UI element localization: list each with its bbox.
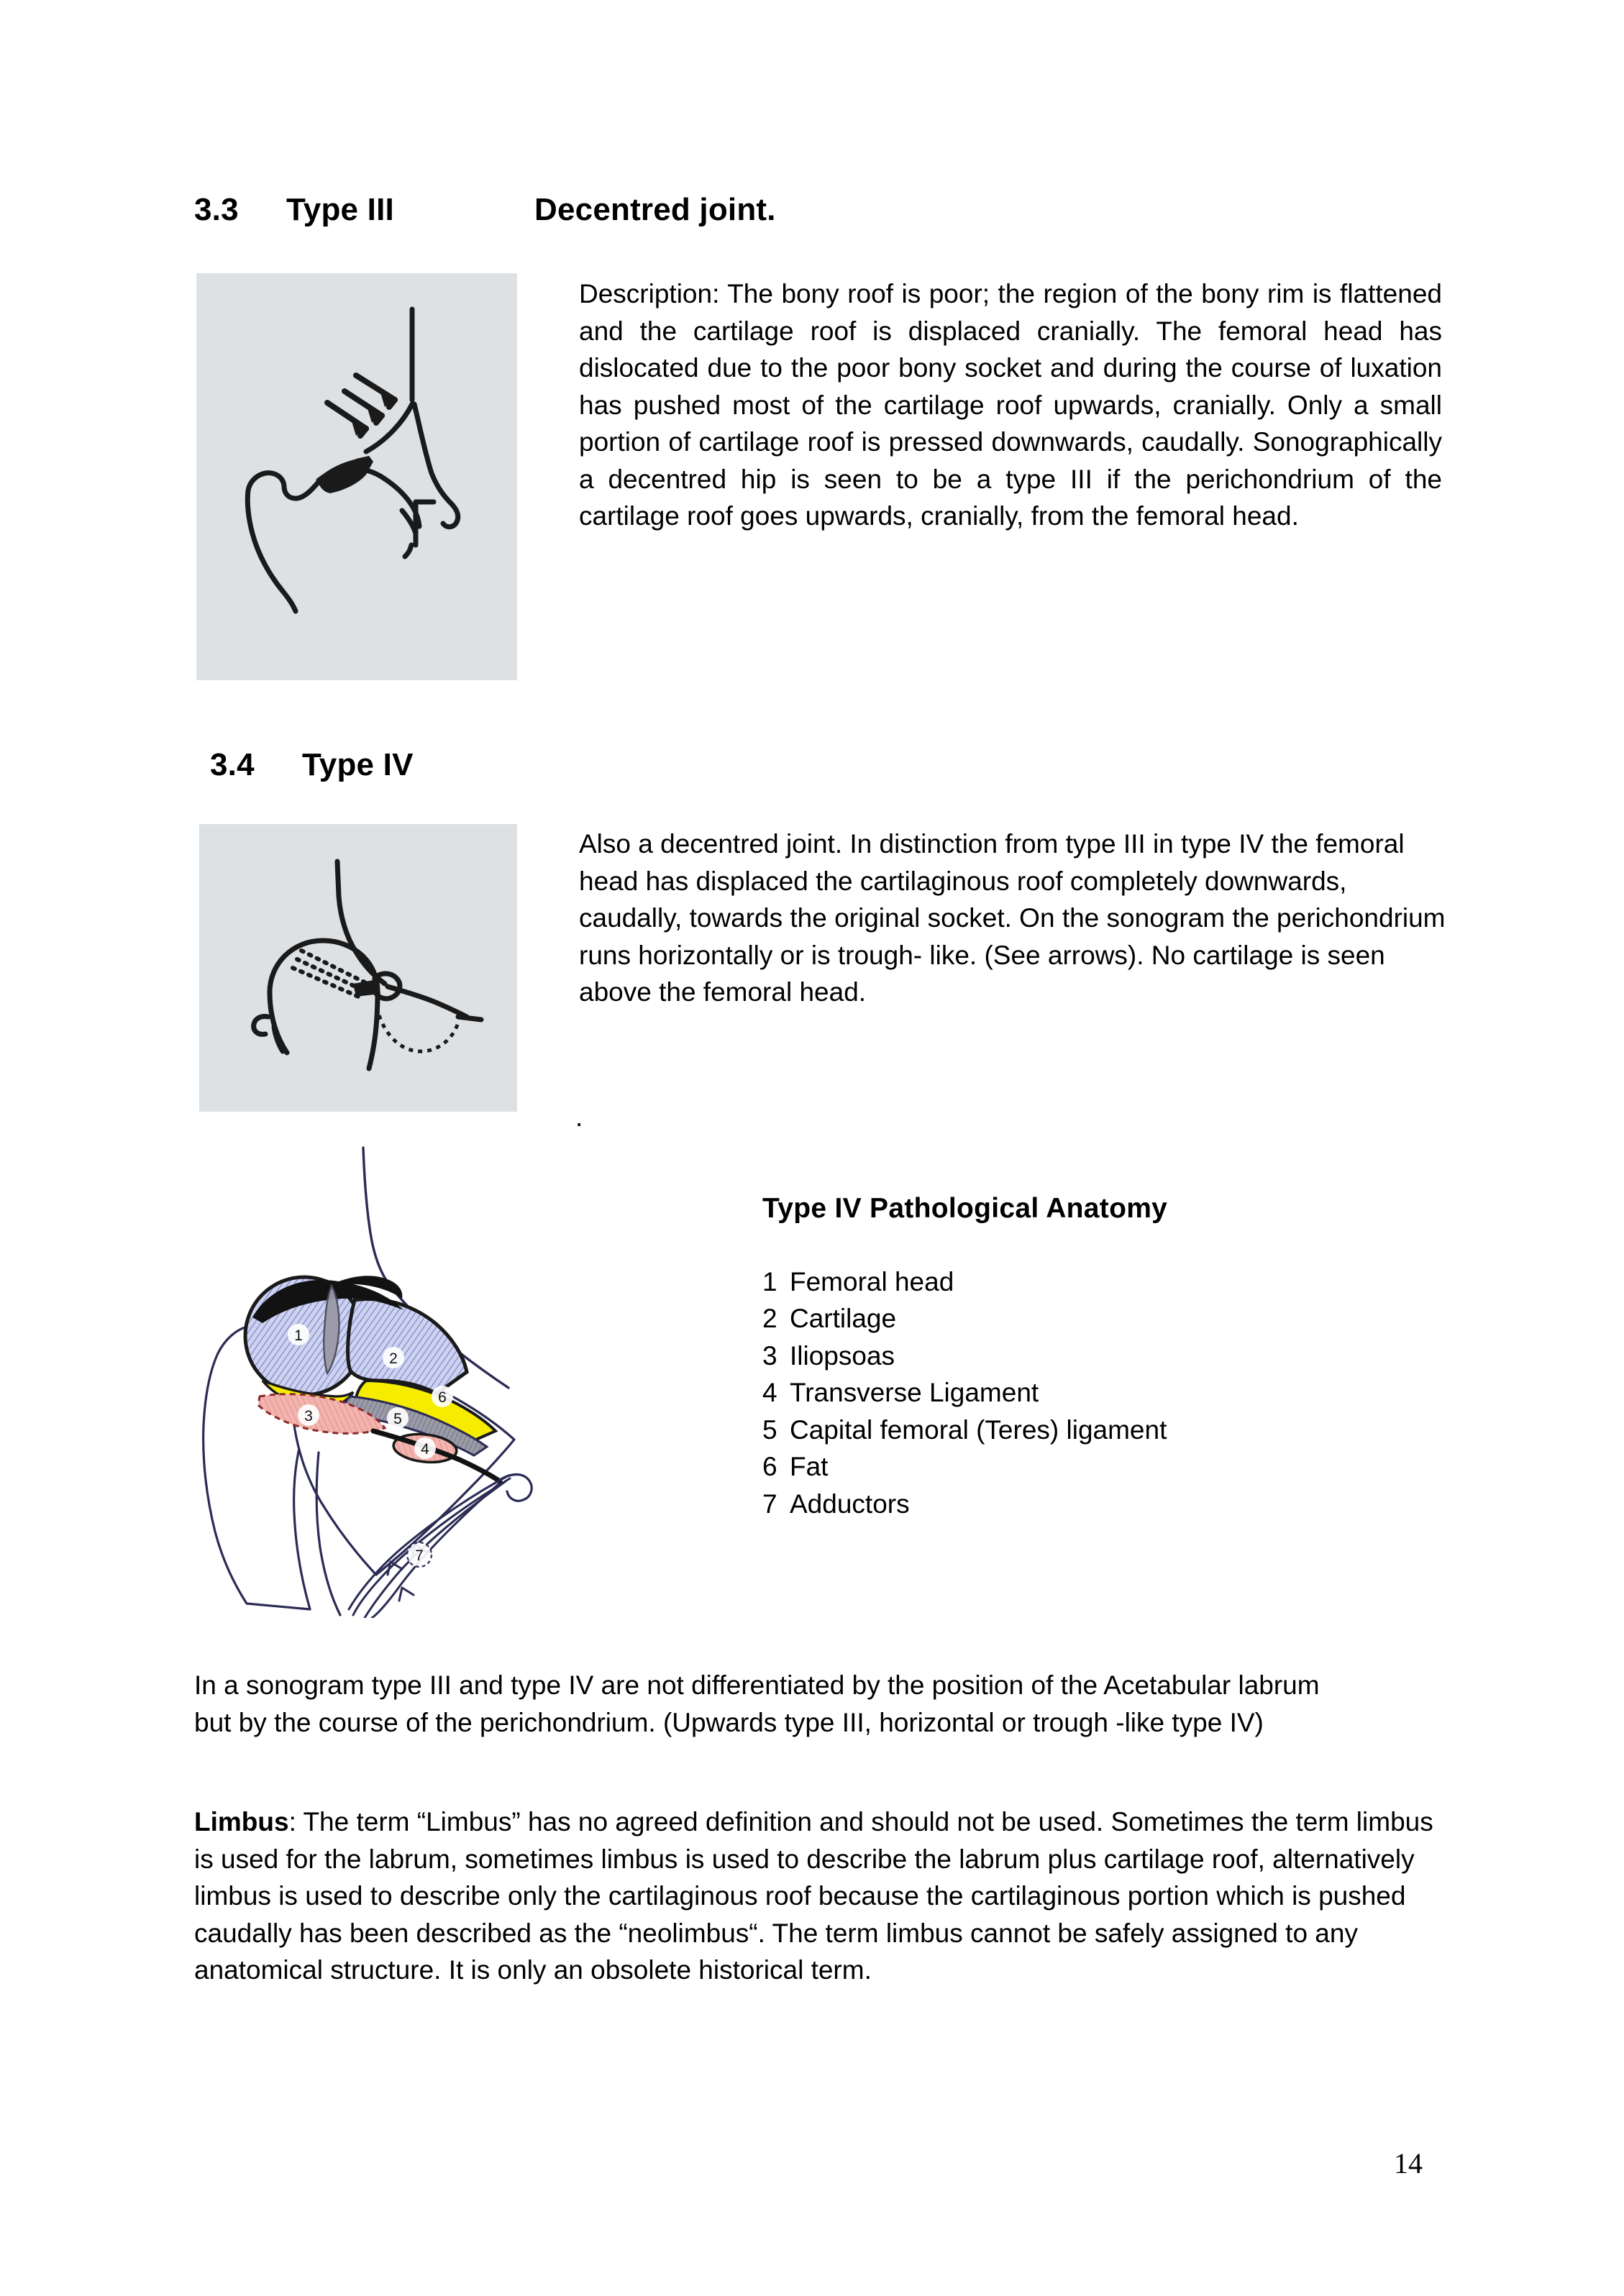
paragraph-limbus: [194, 1803, 1438, 1989]
legend-item-label: Transverse Ligament: [790, 1378, 1039, 1408]
legend-item-number: 6: [762, 1452, 777, 1482]
type-iii-diagram-svg: [196, 273, 517, 680]
limbus-body-text: : The term “Limbus” has no agreed definition and should not be used. Sometimes the term limbus is used for the labrum, sometimes limbus is used to describe the labrum plus cartilage roof, alternatively limbus is used to describe only the cartilaginous roof because the cartilaginous portion which is pushed caudally has been described as the “neolimbus“. The term limbus cannot be safely assigned to any anatomical structure. It is only an obsolete historical term.: [194, 1807, 1433, 1985]
svg-text:3: 3: [304, 1408, 313, 1424]
labrum-wedge: [317, 459, 366, 493]
paragraph-type-iv: Also a decentred joint. In distinction from type III in type IV the femoral head has displaced the cartilaginous roof completely downwards, caudally, towards the original socket. On the sonogram the perichondrium runs horizontally or is trough- like. (See arrows). No cartilage is seen above the femoral head.: [579, 829, 1446, 1007]
svg-text:7: 7: [415, 1547, 424, 1564]
type-iv-diagram-svg: [199, 824, 517, 1112]
figure-type-iv-hip-line-drawing: [199, 824, 517, 1112]
legend-item-label: Adductors: [790, 1488, 910, 1519]
stray-period-mark: .: [575, 1102, 583, 1132]
figure-type-iv-pathological-anatomy: [183, 1143, 644, 1618]
paragraph-sonogram-differentiation: In a sonogram type III and type IV are not differentiated by the position of the Acetabular labrum but by the course of the perichondrium. (Upwards type III, horizontal or trough -like type IV): [194, 1670, 1320, 1737]
legend-item: [762, 1412, 1410, 1449]
page-number: 14: [1394, 2147, 1423, 2180]
legend-item-label: Capital femoral (Teres) ligament: [790, 1414, 1167, 1445]
legend-item-label: Cartilage: [790, 1304, 897, 1334]
section-title: Type IV: [302, 747, 414, 782]
section-number: 3.3: [194, 192, 239, 227]
legend-title: Type IV Pathological Anatomy: [762, 1193, 1168, 1224]
svg-text:2: 2: [389, 1350, 398, 1367]
limbus-lead-term: Limbus: [194, 1807, 289, 1837]
legend-item-number: 3: [762, 1340, 777, 1371]
legend-item-label: Fat: [790, 1452, 829, 1482]
legend-item: [762, 1448, 1410, 1486]
heading-section-3-3: [194, 193, 776, 227]
section-number: 3.4: [210, 747, 255, 782]
figure-type-iii-hip-line-drawing: [196, 273, 517, 680]
svg-text:6: 6: [438, 1389, 447, 1406]
legend-item: [762, 1374, 1410, 1412]
legend-item-number: 2: [762, 1304, 777, 1334]
section-title: Type III: [286, 192, 394, 227]
legend-item: [762, 1337, 1410, 1375]
svg-text:1: 1: [294, 1327, 303, 1344]
caudal-pouch: [379, 1015, 458, 1051]
legend-item-number: 1: [762, 1266, 777, 1296]
section-subtitle: Decentred joint.: [534, 192, 776, 227]
svg-text:4: 4: [421, 1441, 429, 1458]
legend-item: [762, 1486, 1410, 1523]
anatomy-legend: [762, 1192, 1410, 1522]
anatomy-diagram-svg: [183, 1143, 644, 1618]
legend-item: [762, 1300, 1410, 1337]
legend-item-number: 5: [762, 1414, 777, 1445]
legend-item-number: 7: [762, 1488, 777, 1519]
legend-item: [762, 1263, 1410, 1301]
svg-text:5: 5: [393, 1411, 402, 1427]
legend-item-label: Iliopsoas: [790, 1340, 895, 1371]
legend-item-number: 4: [762, 1378, 777, 1408]
legend-item-label: Femoral head: [790, 1266, 954, 1296]
legend-list: [762, 1263, 1410, 1523]
paragraph-type-iii: Description: The bony roof is poor; the region of the bony rim is flattened and the cartilage roof is displaced cranially. The femoral head has dislocated due to the poor bony socket and during the course of luxation has pushed most of the cartilage roof upwards, cranially. Only a small portion of cartilage roof is pressed downwards, caudally. Sonographically a decentred hip is seen to be a type III if the perichondrium of the cartilage roof goes upwards, cranially, from the femoral head.: [579, 279, 1442, 531]
heading-section-3-4: [210, 748, 414, 782]
